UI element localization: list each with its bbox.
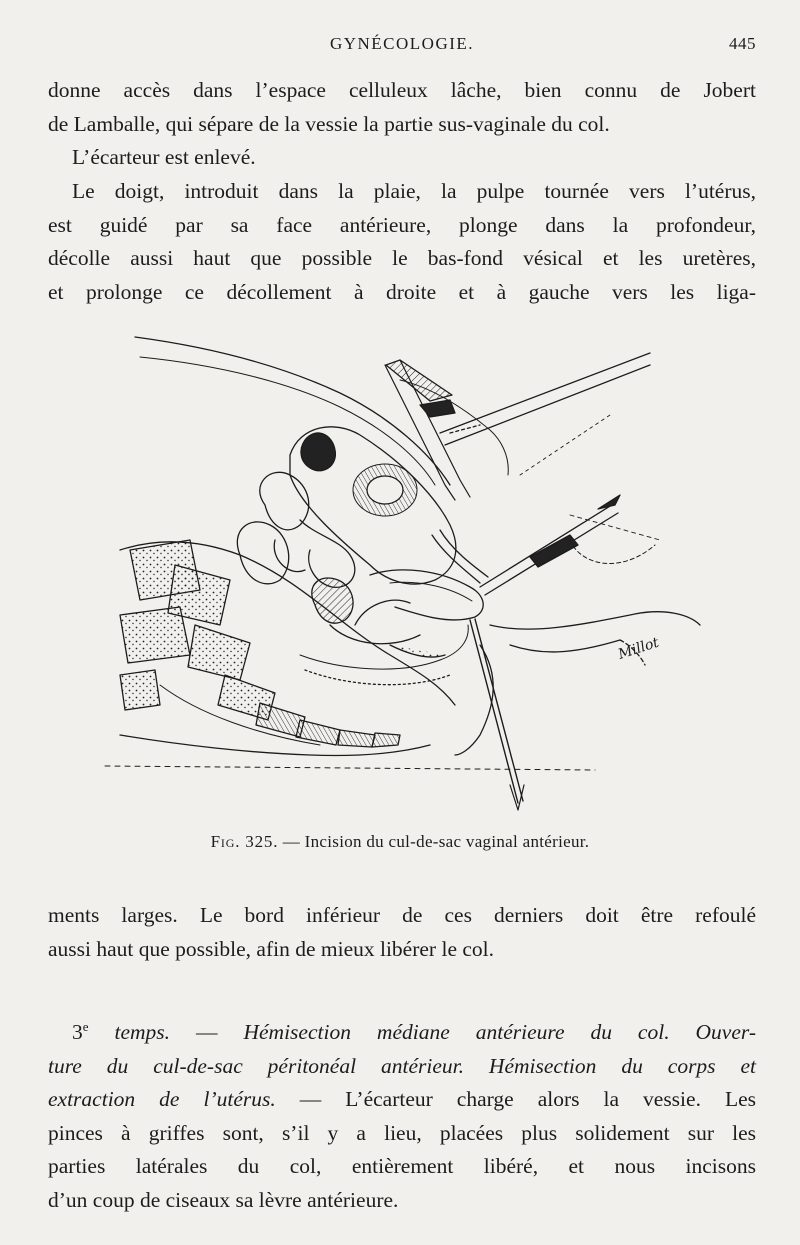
italic-heading-part: extraction de l’utérus. [48,1087,276,1112]
paragraph-ments-larges [48,899,756,966]
retractor-instrument [385,353,650,500]
text-line [48,1050,756,1084]
stage-label: temps. [88,1020,171,1045]
artist-signature: Millot [616,634,662,663]
anatomical-illustration [100,325,710,825]
stage-number: 3 [72,1020,83,1045]
running-head [48,34,756,58]
pelvic-organs [237,427,488,644]
figure-number: Fig. 325. [210,832,279,851]
text-line: L’écarteur est enlevé. [72,145,256,169]
text-line: et prolonge ce décollement à droite et à gauche vers les liga- [48,279,756,304]
text-line: décolle aussi haut que possible le bas-fond vésical et les uretères, [48,246,756,270]
running-head-title: GYNÉCOLOGIE. [329,34,475,53]
stage-number-suffix: e [82,1019,89,1034]
text-run: — L’écarteur charge alors la vessie. Les [275,1087,756,1112]
uterine-sound [470,619,524,810]
text-line: aussi haut que possible, afin de mieux libérer le col. [48,936,494,961]
italic-heading-part: Hémisection médiane antérieure du col. Ouver- [243,1020,756,1045]
text-line: parties latérales du col, entièrement libéré, et nous incisons [48,1154,756,1179]
text-line [48,1083,756,1117]
figure-caption [0,832,800,852]
figure-caption-text: — Incision du cul-de-sac vaginal antérieur. [278,832,590,851]
text-line: d’un coup de ciseaux sa lèvre antérieure. [48,1187,399,1212]
text-line: de Lamballe, qui sépare de la vessie la partie sus-vaginale du col. [48,111,610,136]
em-dash: — [170,1020,244,1045]
text-line: pinces à griffes sont, s’il y a lieu, placées plus solidement sur les [48,1120,756,1145]
italic-heading-part: ture du cul-de-sac péritonéal antérieur. Hémisection du corps et [48,1053,756,1078]
scissors-instrument [480,415,660,595]
rectum [300,625,468,685]
reference-line [105,766,595,770]
paragraph-ecarteur [48,141,756,175]
paragraph-continuation [48,74,756,141]
text-line: donne accès dans l’espace celluleux lâche, bien connu de Jobert [48,78,756,102]
page-number: 445 [729,34,756,53]
paragraph-doigt [48,175,756,309]
text-line [48,1010,756,1050]
text-line: est guidé par sa face antérieure, plonge dans la profondeur, [48,212,756,237]
text-line: ments larges. Le bord inférieur de ces derniers doit être refoulé [48,903,756,927]
text-line: Le doigt, introduit dans la plaie, la pulpe tournée vers l’utérus, [72,179,756,203]
paragraph-third-stage [48,1010,756,1217]
